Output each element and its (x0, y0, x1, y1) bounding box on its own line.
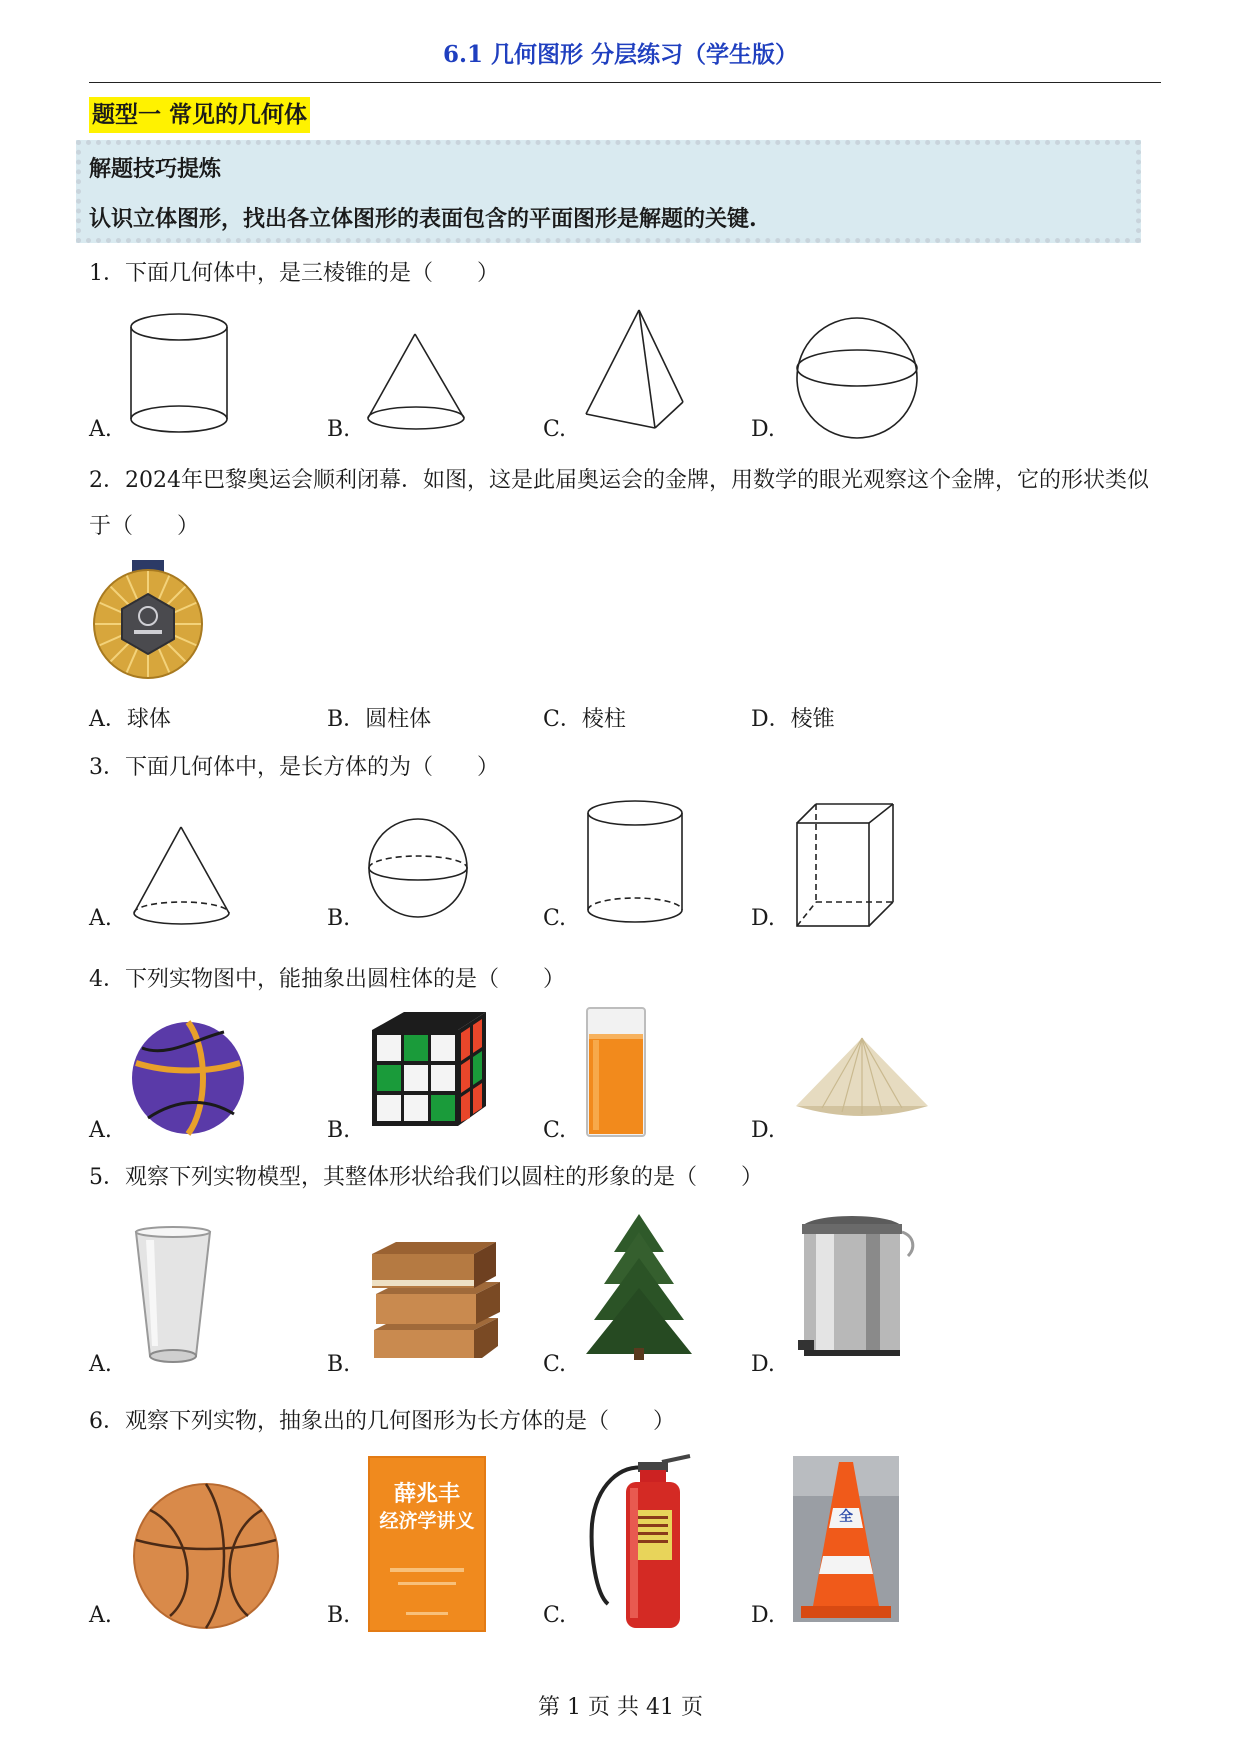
page-footer: 第 1 页 共 41 页 (538, 1695, 703, 1720)
q5-option-d[interactable]: D. (751, 1352, 775, 1377)
gold-medal-image (90, 560, 206, 680)
sphere-figure (793, 316, 923, 441)
q2-option-c[interactable]: C．棱柱 (543, 707, 626, 732)
q4-option-b[interactable]: B. (327, 1118, 351, 1143)
cuboid-figure (792, 800, 900, 932)
q1-option-a[interactable]: A. (89, 417, 112, 442)
q4-option-c[interactable]: C. (543, 1118, 567, 1143)
q4-option-a[interactable]: A. (89, 1118, 112, 1143)
section-heading: 题型一 常见的几何体 (89, 97, 310, 133)
q6-option-b[interactable]: B. (327, 1603, 351, 1628)
fire-extinguisher-image (582, 1454, 694, 1634)
tip-text: 认识立体图形，找出各立体图形的表面包含的平面图形是解题的关键. (89, 206, 757, 232)
cone-figure (365, 330, 470, 435)
traffic-cone-drawing (793, 1456, 899, 1622)
book-image (368, 1456, 486, 1632)
tip-heading: 解题技巧提炼 (89, 156, 222, 182)
question-2-stem: 2．2024年巴黎奥运会顺利闭幕．如图，这是此届奥运会的金牌，用数学的眼光观察这个金牌，它的形状类似于（ ） (89, 468, 1149, 539)
question-5-stem: 5．观察下列实物模型，其整体形状给我们以圆柱的形象的是（ ） (89, 1165, 763, 1190)
q3-option-a[interactable]: A. (89, 906, 112, 931)
q4-option-d[interactable]: D. (751, 1118, 775, 1143)
cylinder-figure (583, 798, 689, 928)
q2-option-b[interactable]: B．圆柱体 (327, 707, 432, 732)
cylinder-figure (125, 310, 235, 440)
traffic-cone-image (793, 1456, 899, 1622)
juice-glass-image (583, 1006, 649, 1138)
drinking-glass-image (132, 1226, 214, 1366)
book-cover-stripe (406, 1612, 448, 1615)
pine-tree-image (584, 1212, 694, 1362)
stack-of-books-image (370, 1240, 502, 1364)
rubiks-cube-image (366, 1008, 490, 1132)
q5-option-a[interactable]: A. (89, 1352, 112, 1377)
book-cover-stripe (398, 1582, 456, 1585)
conical-hat-image (792, 1034, 932, 1122)
book-cover-author: 薛兆丰 (393, 1481, 460, 1507)
cone-figure (130, 823, 234, 927)
question-4-stem: 4．下列实物图中，能抽象出圆柱体的是（ ） (89, 967, 565, 992)
basketball-image (130, 1480, 282, 1632)
sphere-figure (367, 812, 471, 924)
q6-option-a[interactable]: A. (89, 1603, 112, 1628)
page-title: 6.1 几何图形 分层练习（学生版） (442, 41, 799, 68)
q5-option-c[interactable]: C. (543, 1352, 567, 1377)
q3-option-b[interactable]: B. (327, 906, 351, 931)
q2-option-d[interactable]: D．棱锥 (751, 707, 835, 732)
q6-option-c[interactable]: C. (543, 1603, 567, 1628)
q2-option-a[interactable]: A．球体 (89, 707, 171, 732)
traffic-cone-label: 全 (839, 1509, 853, 1525)
title-rule (89, 82, 1161, 83)
q3-option-d[interactable]: D. (751, 906, 775, 931)
question-6-stem: 6．观察下列实物，抽象出的几何图形为长方体的是（ ） (89, 1409, 675, 1434)
question-1-stem: 1．下面几何体中，是三棱锥的是（ ） (89, 261, 499, 286)
question-3-stem: 3．下面几何体中，是长方体的为（ ） (89, 755, 499, 780)
purple-basketball-image (128, 1018, 248, 1138)
q1-option-b[interactable]: B. (327, 417, 351, 442)
q1-option-d[interactable]: D. (751, 417, 775, 442)
q6-option-d[interactable]: D. (751, 1603, 775, 1628)
q1-option-c[interactable]: C. (543, 417, 567, 442)
triangular-pyramid-figure (582, 306, 687, 432)
q5-option-b[interactable]: B. (327, 1352, 351, 1377)
book-cover-stripe (390, 1568, 464, 1572)
q3-option-c[interactable]: C. (543, 906, 567, 931)
book-cover-title: 经济学讲义 (379, 1510, 475, 1532)
trash-can-image (796, 1208, 920, 1360)
